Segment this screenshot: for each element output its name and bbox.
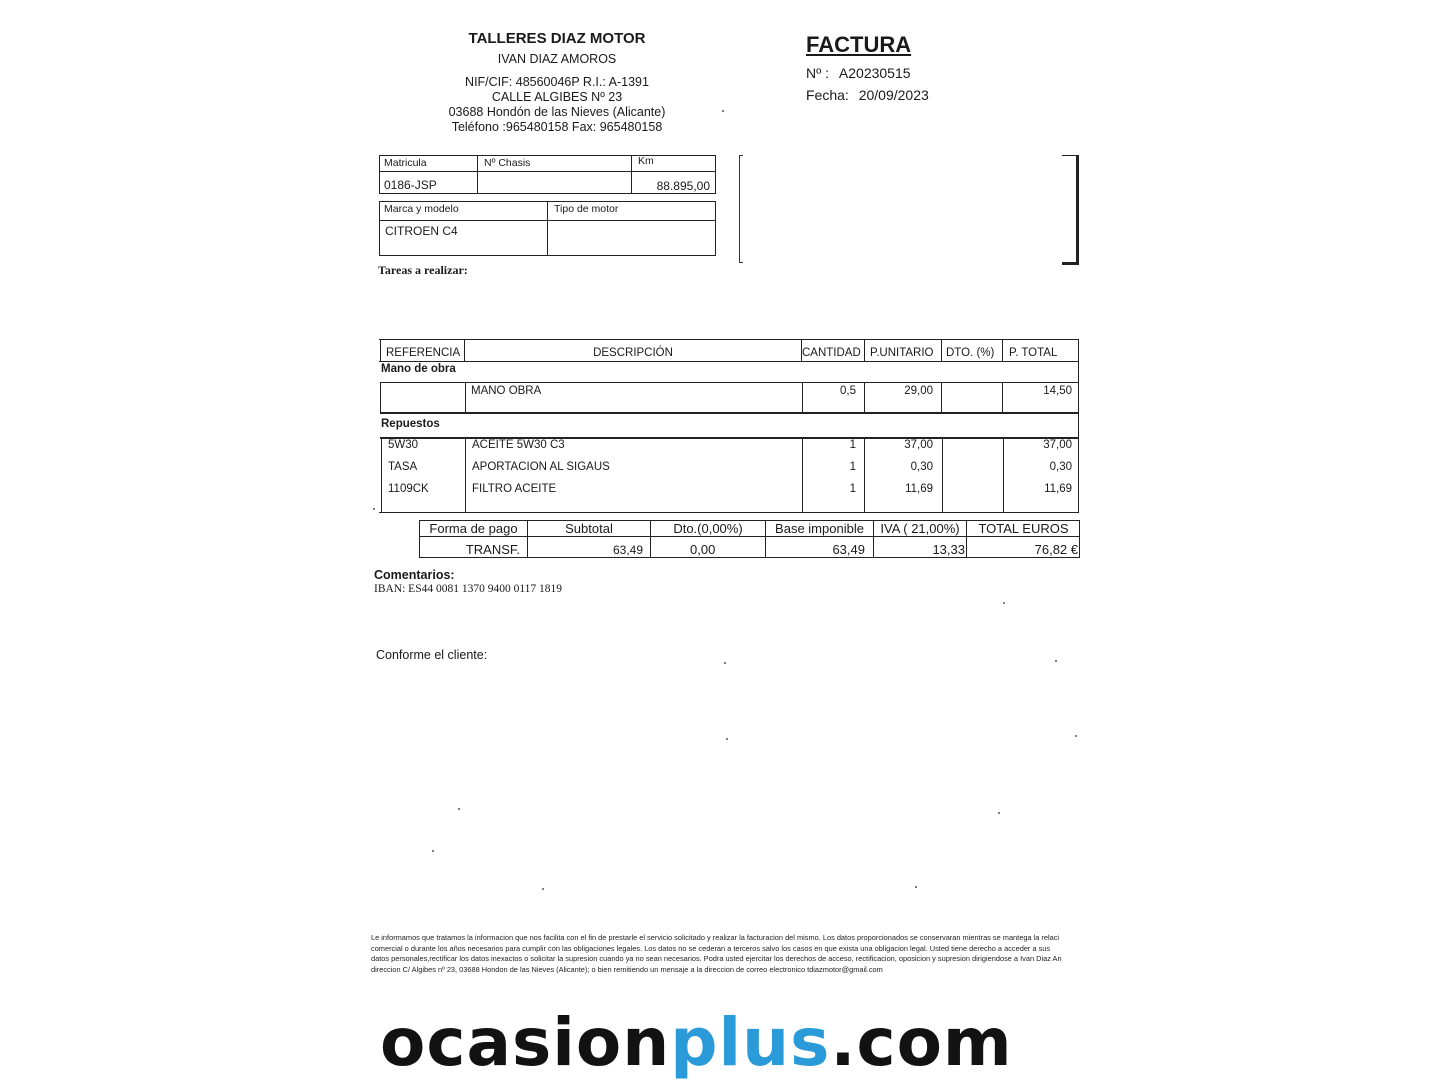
scan-speck <box>1075 735 1077 737</box>
discount-value: 0,00 <box>690 542 716 557</box>
company-owner: IVAN DIAZ AMOROS <box>497 52 617 66</box>
company-contact: Teléfono :965480158 Fax: 965480158 <box>451 120 663 134</box>
divider <box>941 382 942 413</box>
km-value: 88.895,00 <box>656 179 710 193</box>
row-total: 14,50 <box>1043 385 1072 397</box>
divider <box>631 155 632 194</box>
client-box-right-bracket <box>1062 155 1079 265</box>
plate-label: Matricula <box>384 157 427 169</box>
totals-header-subtotal: Subtotal <box>565 521 613 536</box>
divider <box>381 437 382 513</box>
totals-header-total: TOTAL EUROS <box>978 521 1069 536</box>
legal-notice <box>371 933 1091 975</box>
divider <box>477 155 478 194</box>
invoice-title: FACTURA <box>806 32 912 57</box>
divider <box>864 339 865 362</box>
invoice-date-row <box>806 84 929 106</box>
signature-label: Conforme el cliente: <box>376 648 488 662</box>
iva-value: 13,33 <box>932 542 965 557</box>
row-total: 11,69 <box>1044 483 1072 495</box>
invoice-number-row <box>806 62 929 84</box>
divider <box>380 382 1079 383</box>
model-label: Marca y modelo <box>384 203 459 215</box>
chassis-label: Nº Chasis <box>484 157 531 169</box>
logo-part-com: .com <box>830 1004 1013 1081</box>
payment-method: TRANSF. <box>465 542 520 557</box>
divider <box>941 339 942 362</box>
scan-speck <box>722 110 724 112</box>
totals-header-iva: IVA ( 21,00%) <box>880 521 960 536</box>
divider <box>379 339 1079 340</box>
subtotal-value: 63,49 <box>612 543 643 557</box>
invoice-number-label: Nº : <box>806 65 830 81</box>
totals-header-payment: Forma de pago <box>429 521 518 536</box>
divider <box>379 171 716 172</box>
scan-speck <box>1055 660 1057 662</box>
row-unit: 37,00 <box>904 439 933 451</box>
row-desc: FILTRO ACEITE <box>472 483 557 495</box>
company-nif: NIF/CIF: 48560046P R.I.: A-1391 <box>465 75 649 89</box>
engine-label: Tipo de motor <box>554 203 619 215</box>
row-ref: 1109CK <box>388 483 429 495</box>
invoice-header <box>806 32 929 106</box>
divider <box>465 382 466 413</box>
logo-part-ocasion: ocasion <box>380 1004 671 1081</box>
totals-header-base: Base imponible <box>775 521 864 536</box>
scan-speck <box>724 662 726 664</box>
scan-speck <box>726 738 728 740</box>
section-labor-title: Mano de obra <box>381 363 456 375</box>
km-label: Km <box>638 155 654 167</box>
col-header-ref: REFERENCIA <box>386 347 461 359</box>
col-header-qty: CANTIDAD <box>802 347 861 359</box>
row-unit: 11,69 <box>905 483 933 495</box>
row-ref: 5W30 <box>388 439 419 451</box>
base-value: 63,49 <box>832 542 865 557</box>
row-qty: 1 <box>849 439 856 451</box>
divider <box>379 361 1079 362</box>
divider <box>942 437 943 513</box>
logo-part-plus: plus <box>670 1004 831 1081</box>
scan-speck <box>432 850 434 852</box>
divider <box>380 382 381 413</box>
scan-speck <box>542 888 544 890</box>
invoice-date-label: Fecha: <box>806 87 849 103</box>
row-qty: 1 <box>849 461 856 473</box>
row-total: 0,30 <box>1049 461 1072 473</box>
legal-line: direccion C/ Algibes nº 23, 03688 Hondon de las Nieves (Alicante); o bien remitiendo un mensaje a la direccion de correo electronico tdiazmotor@gmail.com <box>371 964 883 974</box>
divider <box>465 437 466 513</box>
invoice-number: A20230515 <box>838 65 911 81</box>
row-qty: 1 <box>849 483 856 495</box>
company-city: 03688 Hondón de las Nieves (Alicante) <box>448 105 666 119</box>
row-qty: 0,5 <box>840 385 856 397</box>
legal-line: Le informamos que tratamos la informacion que nos facilita con el fin de prestarle el servicio solicitado y realizar la facturacion del mismo. Los datos proporcionados se conservaran mientras se mantega la relaci <box>371 933 1060 942</box>
scan-speck <box>998 812 1000 814</box>
company-name: TALLERES DIAZ MOTOR <box>468 30 646 47</box>
section-parts-title: Repuestos <box>381 418 440 430</box>
row-unit: 29,00 <box>904 385 933 397</box>
ocasionplus-logo <box>380 1004 1070 1081</box>
scan-speck <box>915 886 917 888</box>
row-desc: APORTACION AL SIGAUS <box>472 461 610 473</box>
row-total: 37,00 <box>1043 439 1072 451</box>
invoice-date: 20/09/2023 <box>858 87 929 103</box>
total-value: 76,82 € <box>1034 542 1078 557</box>
divider <box>1002 339 1003 362</box>
legal-line: datos personales,rectificar los datos inexactos o solicitar la supresion cuando ya no sean necesarios. Podra usted ejercitar los derechos de acceso, rectificacion, oposicion y supresion dirigiendose a Ivan Diaz An <box>371 954 1062 963</box>
col-header-total: P. TOTAL <box>1009 347 1058 359</box>
company-address: CALLE ALGIBES Nº 23 <box>491 90 623 104</box>
row-desc: MANO OBRA <box>471 385 542 397</box>
scan-speck <box>458 808 460 810</box>
row-unit: 0,30 <box>910 461 933 473</box>
divider <box>547 201 548 256</box>
divider <box>419 536 1080 537</box>
scan-speck <box>373 508 375 510</box>
model-value: CITROEN C4 <box>385 224 458 238</box>
divider <box>380 412 1079 414</box>
iban: IBAN: ES44 0081 1370 9400 0117 1819 <box>374 583 563 595</box>
tasks-label: Tareas a realizar: <box>378 263 468 277</box>
row-ref: TASA <box>388 461 418 473</box>
divider <box>380 339 381 362</box>
col-header-unit: P.UNITARIO <box>870 347 934 359</box>
comments-label: Comentarios: <box>374 568 455 582</box>
client-box-left-bracket <box>739 155 743 263</box>
scan-speck <box>1003 602 1005 604</box>
totals-header-discount: Dto.(0,00%) <box>673 521 743 536</box>
legal-line: comercial o durante los años necesarios para cumplir con las obligaciones legales. Los datos no se cederan a terceros salvo los casos en que exista una obligacion legal. Usted tiene derecho a acceder a sus <box>371 943 1051 953</box>
row-desc: ACEITE 5W30 C3 <box>472 439 565 451</box>
col-header-desc: DESCRIPCIÓN <box>593 347 673 359</box>
col-header-dto: DTO. (%) <box>946 347 995 359</box>
plate-value: 0186-JSP <box>384 178 437 192</box>
company-header <box>430 30 684 135</box>
